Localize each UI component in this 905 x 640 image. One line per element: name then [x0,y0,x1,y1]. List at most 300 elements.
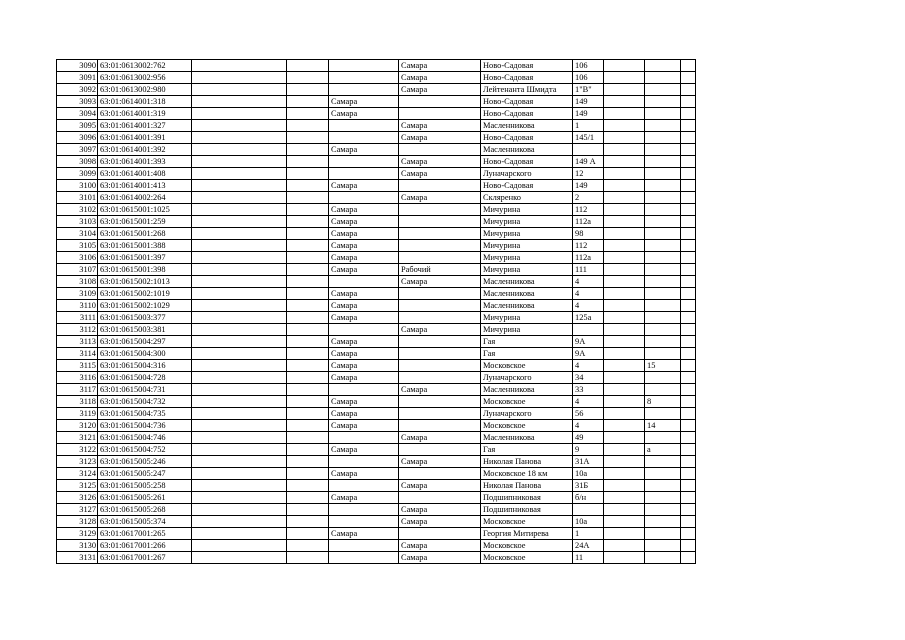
cell-num[interactable]: 3095 [57,120,98,132]
cell-c11[interactable] [681,180,696,192]
cell-city[interactable] [329,432,399,444]
cell-settlement[interactable]: Самара [399,156,481,168]
cell-c9[interactable] [604,228,645,240]
cell-street[interactable]: Мичурина [481,252,573,264]
cell-building[interactable] [645,180,681,192]
cell-city[interactable] [329,168,399,180]
cell-street[interactable]: Московское 18 км [481,468,573,480]
cell-c4[interactable] [287,324,329,336]
cell-settlement[interactable]: Самара [399,60,481,72]
cell-c11[interactable] [681,156,696,168]
cell-num[interactable]: 3123 [57,456,98,468]
cell-settlement[interactable] [399,300,481,312]
cell-street[interactable]: Мичурина [481,324,573,336]
cell-c3[interactable] [192,324,287,336]
cell-street[interactable]: Скляренко [481,192,573,204]
cell-building[interactable] [645,300,681,312]
cell-num[interactable]: 3109 [57,288,98,300]
cell-c11[interactable] [681,468,696,480]
cell-cadastral[interactable]: 63:01:0615001:259 [98,216,192,228]
cell-city[interactable]: Самара [329,372,399,384]
cell-city[interactable]: Самара [329,312,399,324]
cell-num[interactable]: 3094 [57,108,98,120]
cell-c9[interactable] [604,456,645,468]
cell-settlement[interactable] [399,396,481,408]
cell-c3[interactable] [192,264,287,276]
cell-c11[interactable] [681,384,696,396]
cell-street[interactable]: Подшипниковая [481,504,573,516]
cell-building[interactable] [645,480,681,492]
cell-building[interactable] [645,204,681,216]
cell-num[interactable]: 3092 [57,84,98,96]
cell-building[interactable] [645,336,681,348]
cell-c3[interactable] [192,456,287,468]
cell-c11[interactable] [681,300,696,312]
cell-house[interactable]: 10а [573,468,604,480]
cell-settlement[interactable] [399,336,481,348]
cell-street[interactable]: Ново-Садовая [481,96,573,108]
cell-c9[interactable] [604,480,645,492]
cell-cadastral[interactable]: 63:01:0617001:265 [98,528,192,540]
cell-c4[interactable] [287,84,329,96]
cell-num[interactable]: 3120 [57,420,98,432]
cell-c4[interactable] [287,432,329,444]
cell-settlement[interactable]: Самара [399,84,481,96]
cell-c11[interactable] [681,360,696,372]
cell-building[interactable] [645,216,681,228]
cell-city[interactable]: Самара [329,348,399,360]
cell-street[interactable]: Масленникова [481,120,573,132]
cell-building[interactable]: 14 [645,420,681,432]
cell-settlement[interactable] [399,216,481,228]
cell-c9[interactable] [604,528,645,540]
cell-c3[interactable] [192,60,287,72]
cell-c11[interactable] [681,420,696,432]
cell-house[interactable]: 2 [573,192,604,204]
cell-house[interactable]: 10а [573,516,604,528]
cell-cadastral[interactable]: 63:01:0615004:300 [98,348,192,360]
cell-cadastral[interactable]: 63:01:0615004:746 [98,432,192,444]
cell-num[interactable]: 3100 [57,180,98,192]
cell-building[interactable] [645,504,681,516]
cell-c9[interactable] [604,408,645,420]
cell-settlement[interactable]: Самара [399,540,481,552]
cell-building[interactable] [645,312,681,324]
cell-cadastral[interactable]: 63:01:0615004:736 [98,420,192,432]
cell-house[interactable]: 4 [573,360,604,372]
cell-c4[interactable] [287,528,329,540]
cell-c4[interactable] [287,480,329,492]
cell-c4[interactable] [287,300,329,312]
cell-c11[interactable] [681,324,696,336]
cell-num[interactable]: 3114 [57,348,98,360]
cell-city[interactable]: Самара [329,264,399,276]
cell-house[interactable]: 9 [573,444,604,456]
cell-cadastral[interactable]: 63:01:0613002:762 [98,60,192,72]
cell-street[interactable]: Ново-Садовая [481,60,573,72]
cell-settlement[interactable] [399,468,481,480]
cell-c9[interactable] [604,432,645,444]
cell-house[interactable]: 9А [573,336,604,348]
cell-cadastral[interactable]: 63:01:0615004:728 [98,372,192,384]
cell-city[interactable] [329,504,399,516]
cell-city[interactable]: Самара [329,144,399,156]
cell-city[interactable] [329,192,399,204]
cell-c3[interactable] [192,96,287,108]
cell-cadastral[interactable]: 63:01:0615001:268 [98,228,192,240]
cell-c9[interactable] [604,60,645,72]
cell-num[interactable]: 3130 [57,540,98,552]
cell-c9[interactable] [604,120,645,132]
cell-settlement[interactable] [399,96,481,108]
cell-c9[interactable] [604,468,645,480]
cell-c11[interactable] [681,348,696,360]
cell-city[interactable] [329,84,399,96]
cell-c11[interactable] [681,192,696,204]
cell-c4[interactable] [287,552,329,564]
cell-building[interactable] [645,372,681,384]
cell-cadastral[interactable]: 63:01:0614001:393 [98,156,192,168]
cell-num[interactable]: 3129 [57,528,98,540]
cell-c11[interactable] [681,444,696,456]
cell-settlement[interactable]: Самара [399,276,481,288]
cell-cadastral[interactable]: 63:01:0614001:327 [98,120,192,132]
cell-c4[interactable] [287,492,329,504]
cell-c4[interactable] [287,72,329,84]
cell-c11[interactable] [681,264,696,276]
cell-settlement[interactable] [399,372,481,384]
cell-c9[interactable] [604,96,645,108]
cell-house[interactable]: 12 [573,168,604,180]
cell-cadastral[interactable]: 63:01:0615002:1029 [98,300,192,312]
cell-c9[interactable] [604,84,645,96]
cell-c11[interactable] [681,504,696,516]
cell-street[interactable]: Ново-Садовая [481,180,573,192]
cell-c9[interactable] [604,276,645,288]
cell-building[interactable]: а [645,444,681,456]
cell-num[interactable]: 3098 [57,156,98,168]
cell-c4[interactable] [287,360,329,372]
cell-house[interactable]: 149 [573,96,604,108]
cell-c11[interactable] [681,228,696,240]
cell-house[interactable]: 106 [573,60,604,72]
cell-num[interactable]: 3125 [57,480,98,492]
cell-c4[interactable] [287,144,329,156]
cell-c9[interactable] [604,132,645,144]
cell-c3[interactable] [192,516,287,528]
cell-city[interactable]: Самара [329,396,399,408]
cell-cadastral[interactable]: 63:01:0615004:735 [98,408,192,420]
cell-settlement[interactable] [399,252,481,264]
cell-city[interactable] [329,132,399,144]
cell-num[interactable]: 3104 [57,228,98,240]
cell-street[interactable]: Мичурина [481,264,573,276]
cell-cadastral[interactable]: 63:01:0615005:246 [98,456,192,468]
cell-c11[interactable] [681,120,696,132]
cell-building[interactable] [645,108,681,120]
cell-house[interactable] [573,144,604,156]
cell-c9[interactable] [604,72,645,84]
cell-num[interactable]: 3107 [57,264,98,276]
cell-house[interactable] [573,324,604,336]
cell-c3[interactable] [192,360,287,372]
cell-c9[interactable] [604,312,645,324]
cell-num[interactable]: 3101 [57,192,98,204]
cell-c3[interactable] [192,348,287,360]
cell-street[interactable]: Масленникова [481,300,573,312]
cell-cadastral[interactable]: 63:01:0615003:381 [98,324,192,336]
cell-c4[interactable] [287,288,329,300]
cell-c3[interactable] [192,108,287,120]
cell-c3[interactable] [192,552,287,564]
cell-street[interactable]: Луначарского [481,168,573,180]
cell-c4[interactable] [287,372,329,384]
cell-settlement[interactable]: Рабочий [399,264,481,276]
cell-c9[interactable] [604,324,645,336]
cell-num[interactable]: 3116 [57,372,98,384]
cell-house[interactable]: 112а [573,216,604,228]
cell-cadastral[interactable]: 63:01:0615005:261 [98,492,192,504]
cell-c3[interactable] [192,120,287,132]
cell-num[interactable]: 3131 [57,552,98,564]
cell-c11[interactable] [681,216,696,228]
cell-settlement[interactable]: Самара [399,480,481,492]
cell-house[interactable]: 31Б [573,480,604,492]
cell-c9[interactable] [604,168,645,180]
cell-house[interactable]: 24А [573,540,604,552]
cell-settlement[interactable] [399,444,481,456]
cell-settlement[interactable] [399,144,481,156]
cell-c11[interactable] [681,240,696,252]
cell-cadastral[interactable]: 63:01:0615001:398 [98,264,192,276]
cell-num[interactable]: 3124 [57,468,98,480]
cell-city[interactable]: Самара [329,216,399,228]
cell-cadastral[interactable]: 63:01:0614001:413 [98,180,192,192]
cell-settlement[interactable]: Самара [399,456,481,468]
cell-settlement[interactable] [399,492,481,504]
cell-building[interactable] [645,348,681,360]
cell-house[interactable]: 112 [573,240,604,252]
cell-c11[interactable] [681,84,696,96]
cell-house[interactable]: 4 [573,300,604,312]
cell-c4[interactable] [287,456,329,468]
cell-building[interactable] [645,456,681,468]
cell-num[interactable]: 3108 [57,276,98,288]
cell-c3[interactable] [192,396,287,408]
cell-street[interactable]: Гая [481,444,573,456]
cell-city[interactable] [329,384,399,396]
cell-city[interactable]: Самара [329,108,399,120]
cell-city[interactable] [329,516,399,528]
cell-settlement[interactable]: Самара [399,384,481,396]
cell-c3[interactable] [192,180,287,192]
cell-city[interactable]: Самара [329,528,399,540]
cell-house[interactable]: 112а [573,252,604,264]
cell-house[interactable]: 9А [573,348,604,360]
cell-building[interactable] [645,540,681,552]
cell-c4[interactable] [287,312,329,324]
cell-settlement[interactable] [399,288,481,300]
cell-c3[interactable] [192,492,287,504]
cell-street[interactable]: Николая Панова [481,480,573,492]
cell-c4[interactable] [287,384,329,396]
cell-city[interactable] [329,60,399,72]
cell-cadastral[interactable]: 63:01:0615004:752 [98,444,192,456]
cell-settlement[interactable] [399,348,481,360]
cell-num[interactable]: 3121 [57,432,98,444]
cell-building[interactable] [645,240,681,252]
cell-building[interactable] [645,276,681,288]
cell-c9[interactable] [604,252,645,264]
cell-c3[interactable] [192,168,287,180]
cell-c11[interactable] [681,480,696,492]
cell-num[interactable]: 3119 [57,408,98,420]
cell-settlement[interactable]: Самара [399,324,481,336]
cell-c11[interactable] [681,204,696,216]
cell-city[interactable] [329,324,399,336]
cell-c11[interactable] [681,492,696,504]
cell-building[interactable] [645,552,681,564]
cell-house[interactable]: 112 [573,204,604,216]
cell-settlement[interactable] [399,180,481,192]
cell-building[interactable]: 8 [645,396,681,408]
cell-cadastral[interactable]: 63:01:0615003:377 [98,312,192,324]
cell-c11[interactable] [681,252,696,264]
cell-cadastral[interactable]: 63:01:0615005:247 [98,468,192,480]
cell-c9[interactable] [604,336,645,348]
cell-c9[interactable] [604,180,645,192]
cell-city[interactable]: Самара [329,468,399,480]
cell-settlement[interactable] [399,108,481,120]
cell-cadastral[interactable]: 63:01:0613002:980 [98,84,192,96]
cell-cadastral[interactable]: 63:01:0615001:397 [98,252,192,264]
cell-c11[interactable] [681,408,696,420]
cell-city[interactable]: Самара [329,180,399,192]
cell-c4[interactable] [287,192,329,204]
cell-c9[interactable] [604,360,645,372]
cell-settlement[interactable]: Самара [399,432,481,444]
cell-cadastral[interactable]: 63:01:0614001:319 [98,108,192,120]
cell-c11[interactable] [681,72,696,84]
cell-num[interactable]: 3122 [57,444,98,456]
cell-building[interactable] [645,252,681,264]
cell-num[interactable]: 3128 [57,516,98,528]
cell-num[interactable]: 3102 [57,204,98,216]
cell-c4[interactable] [287,468,329,480]
cell-city[interactable]: Самара [329,360,399,372]
cell-city[interactable] [329,456,399,468]
cell-c3[interactable] [192,480,287,492]
cell-c3[interactable] [192,276,287,288]
cell-city[interactable]: Самара [329,300,399,312]
cell-street[interactable]: Масленникова [481,276,573,288]
cell-num[interactable]: 3118 [57,396,98,408]
cell-c11[interactable] [681,132,696,144]
cell-city[interactable] [329,72,399,84]
cell-c11[interactable] [681,396,696,408]
cell-num[interactable]: 3115 [57,360,98,372]
cell-street[interactable]: Ново-Садовая [481,72,573,84]
cell-cadastral[interactable]: 63:01:0614001:391 [98,132,192,144]
cell-c9[interactable] [604,144,645,156]
cell-num[interactable]: 3093 [57,96,98,108]
cell-c3[interactable] [192,72,287,84]
cell-settlement[interactable] [399,528,481,540]
cell-c4[interactable] [287,108,329,120]
cell-street[interactable]: Лейтенанта Шмидта [481,84,573,96]
cell-cadastral[interactable]: 63:01:0614002:264 [98,192,192,204]
cell-c3[interactable] [192,216,287,228]
cell-c9[interactable] [604,216,645,228]
cell-c4[interactable] [287,216,329,228]
cell-building[interactable] [645,168,681,180]
cell-c4[interactable] [287,180,329,192]
cell-street[interactable]: Георгия Митирева [481,528,573,540]
cell-street[interactable]: Мичурина [481,240,573,252]
cell-c9[interactable] [604,288,645,300]
cell-street[interactable]: Луначарского [481,372,573,384]
cell-c3[interactable] [192,372,287,384]
cell-building[interactable] [645,264,681,276]
cell-c11[interactable] [681,456,696,468]
cell-c4[interactable] [287,408,329,420]
cell-c3[interactable] [192,528,287,540]
cell-c9[interactable] [604,420,645,432]
cell-building[interactable] [645,528,681,540]
cell-c3[interactable] [192,432,287,444]
cell-settlement[interactable] [399,240,481,252]
cell-house[interactable]: 1"В" [573,84,604,96]
cell-street[interactable]: Мичурина [481,312,573,324]
cell-city[interactable]: Самара [329,228,399,240]
cell-c4[interactable] [287,168,329,180]
cell-city[interactable] [329,552,399,564]
cell-c3[interactable] [192,408,287,420]
cell-house[interactable]: 4 [573,396,604,408]
cell-c9[interactable] [604,348,645,360]
cell-building[interactable] [645,408,681,420]
cell-num[interactable]: 3111 [57,312,98,324]
cell-city[interactable]: Самара [329,240,399,252]
cell-city[interactable]: Самара [329,204,399,216]
cell-c9[interactable] [604,504,645,516]
cell-c3[interactable] [192,300,287,312]
cell-c9[interactable] [604,516,645,528]
cell-c11[interactable] [681,372,696,384]
cell-house[interactable]: 4 [573,288,604,300]
cell-street[interactable]: Масленникова [481,288,573,300]
cell-c3[interactable] [192,312,287,324]
cell-c11[interactable] [681,60,696,72]
cell-building[interactable] [645,192,681,204]
cell-c11[interactable] [681,516,696,528]
cell-c11[interactable] [681,168,696,180]
cell-cadastral[interactable]: 63:01:0615005:374 [98,516,192,528]
cell-c3[interactable] [192,84,287,96]
cell-house[interactable]: 1 [573,120,604,132]
cell-settlement[interactable] [399,228,481,240]
cell-cadastral[interactable]: 63:01:0614001:408 [98,168,192,180]
cell-c9[interactable] [604,108,645,120]
cell-c9[interactable] [604,240,645,252]
cell-house[interactable]: 49 [573,432,604,444]
cell-num[interactable]: 3096 [57,132,98,144]
cell-street[interactable]: Луначарского [481,408,573,420]
cell-settlement[interactable] [399,204,481,216]
cell-num[interactable]: 3103 [57,216,98,228]
cell-building[interactable] [645,96,681,108]
cell-num[interactable]: 3097 [57,144,98,156]
